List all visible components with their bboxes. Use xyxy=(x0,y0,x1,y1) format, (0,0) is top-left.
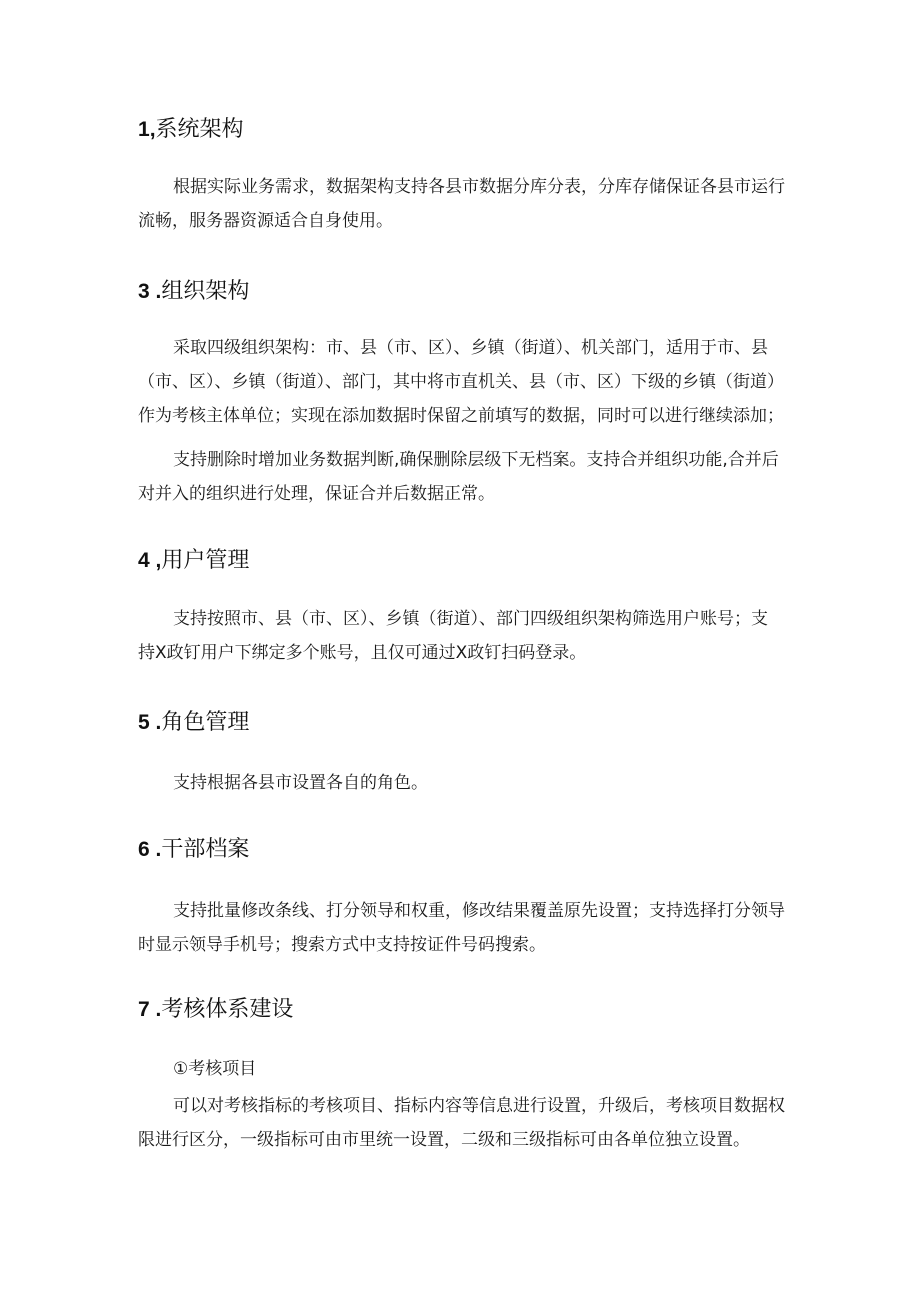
section-number: 1 xyxy=(138,118,150,141)
section-6-paragraph-1 xyxy=(138,894,788,962)
section-number: 3 xyxy=(138,280,150,303)
paragraph-line: 对并入的组织进行处理，保证合并后数据正常。 xyxy=(138,484,495,504)
section-number: 5 xyxy=(138,711,150,734)
paragraph-line: 支持删除时增加业务数据判断,确保删除层级下无档案。支持合并组织功能,合并后 xyxy=(173,450,779,470)
section-heading-3 xyxy=(138,277,249,307)
section-number: 6 xyxy=(138,838,150,861)
section-number: 4 xyxy=(138,549,150,572)
section-heading-5 xyxy=(138,708,249,738)
section-separator: . xyxy=(149,998,162,1021)
section-title: 角色管理 xyxy=(161,710,250,735)
section-3-paragraph-1 xyxy=(138,331,788,433)
paragraph-line: 支持按照市、县（市、区）、乡镇（街道）、部门四级组织架构筛选用户账号；支 xyxy=(173,609,768,629)
section-separator: , xyxy=(149,118,156,141)
paragraph-line: 持X政钉用户下绑定多个账号，且仅可通过X政钉扫码登录。 xyxy=(138,643,587,663)
paragraph-line: ①考核项目 xyxy=(173,1059,257,1079)
section-title: 系统架构 xyxy=(155,117,244,142)
paragraph-line: 支持根据各县市设置各自的角色。 xyxy=(173,773,428,793)
paragraph-line: （市、区）、乡镇（街道）、部门，其中将市直机关、县（市、区）下级的乡镇（街道） xyxy=(138,372,784,392)
section-title: 用户管理 xyxy=(161,548,250,573)
section-3-paragraph-2 xyxy=(138,443,788,511)
section-number: 7 xyxy=(138,998,150,1021)
paragraph-line: 限进行区分，一级指标可由市里统一设置，二级和三级指标可由各单位独立设置。 xyxy=(138,1130,750,1150)
section-separator: . xyxy=(149,711,162,734)
section-heading-1 xyxy=(138,115,244,145)
section-heading-4 xyxy=(138,546,249,576)
section-1-paragraph-1 xyxy=(138,170,788,238)
paragraph-line: 根据实际业务需求，数据架构支持各县市数据分库分表，分库存储保证各县市运行 xyxy=(173,177,785,197)
section-title: 干部档案 xyxy=(161,837,250,862)
section-heading-6 xyxy=(138,835,249,865)
section-7-subheading xyxy=(138,1052,788,1086)
section-separator: . xyxy=(149,838,162,861)
section-title: 组织架构 xyxy=(161,279,250,304)
section-separator: . xyxy=(149,280,162,303)
section-title: 考核体系建设 xyxy=(161,997,294,1022)
paragraph-line: 时显示领导手机号；搜索方式中支持按证件号码搜索。 xyxy=(138,935,546,955)
section-7-paragraph-1 xyxy=(138,1089,788,1157)
paragraph-line: 可以对考核指标的考核项目、指标内容等信息进行设置，升级后，考核项目数据权 xyxy=(173,1096,785,1116)
section-heading-7 xyxy=(138,995,293,1025)
paragraph-line: 支持批量修改条线、打分领导和权重，修改结果覆盖原先设置；支持选择打分领导 xyxy=(173,901,785,921)
section-5-paragraph-1 xyxy=(138,766,788,800)
paragraph-line: 流畅，服务器资源适合自身使用。 xyxy=(138,211,393,231)
section-separator: , xyxy=(149,549,162,572)
paragraph-line: 采取四级组织架构：市、县（市、区）、乡镇（街道）、机关部门，适用于市、县 xyxy=(173,338,768,358)
paragraph-line: 作为考核主体单位；实现在添加数据时保留之前填写的数据，同时可以进行继续添加； xyxy=(138,406,784,426)
section-4-paragraph-1 xyxy=(138,602,788,670)
